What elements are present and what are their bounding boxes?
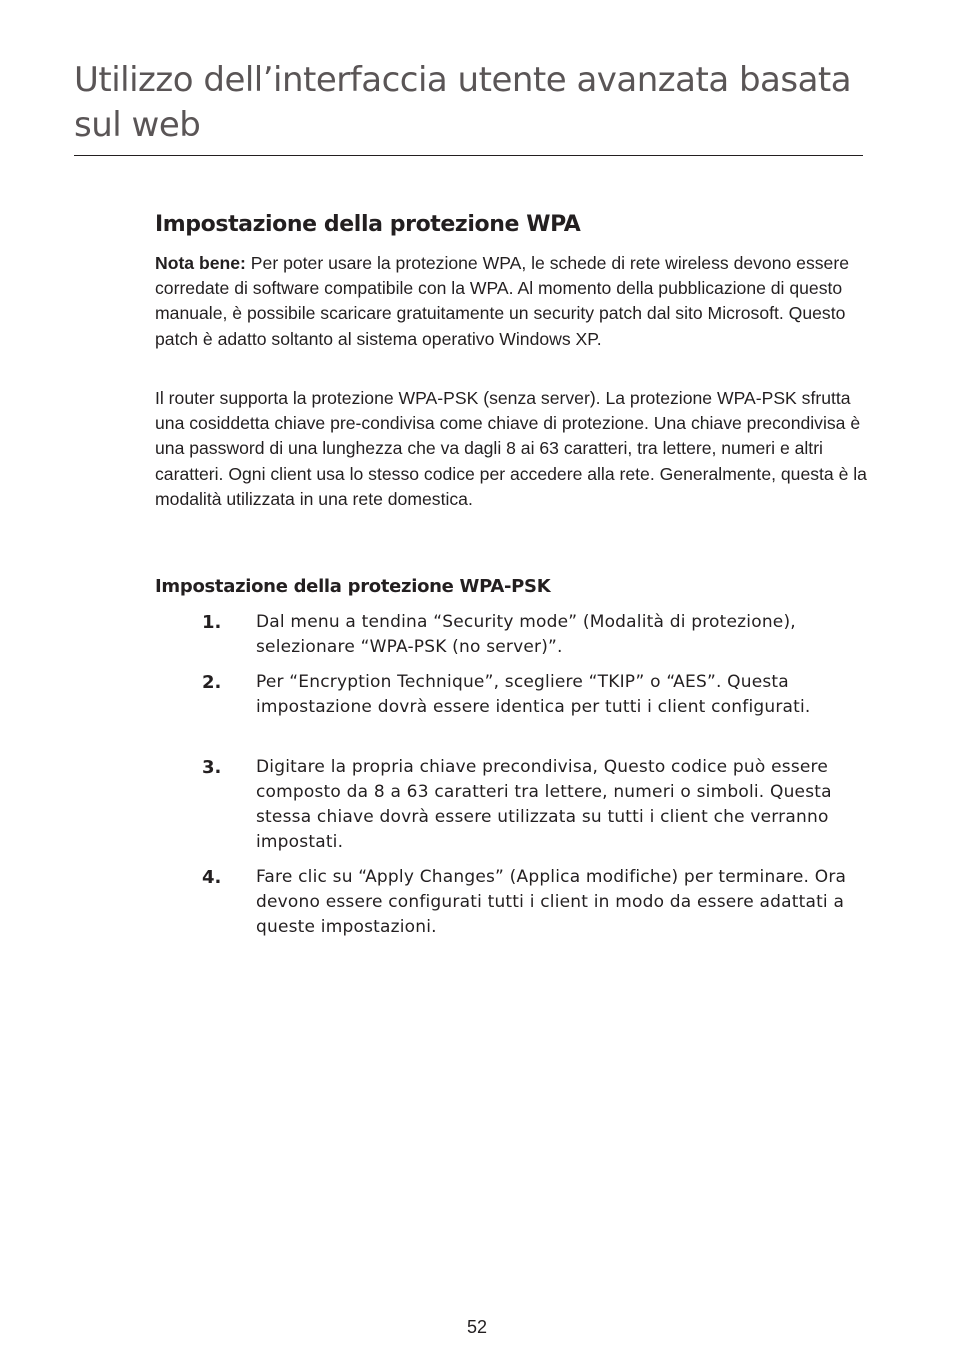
step-number: 2.: [202, 672, 222, 693]
section-heading: Impostazione della protezione WPA: [155, 212, 581, 237]
step-text: Per “Encryption Technique”, scegliere “TKIP” o “AES”. Questa impostazione dovrà essere identica per tutti i client configurati.: [256, 672, 811, 717]
step-text: Dal menu a tendina “Security mode” (Modalità di protezione), selezionare “WPA-PSK (no server)”.: [256, 612, 796, 657]
step-text: Digitare la propria chiave precondivisa, Questo codice può essere composto da 8 a 63 caratteri tra lettere, numeri o simboli. Questa stessa chiave dovrà essere utilizzata su tutti i client che verranno impostati.: [256, 757, 832, 852]
note-paragraph: [155, 251, 867, 352]
step-number: 1.: [202, 612, 222, 633]
step-text: Fare clic su “Apply Changes” (Applica modifiche) per terminare. Ora devono essere configurati tutti i client in modo da essere adattati a queste impostazioni.: [256, 867, 847, 937]
router-paragraph: Il router supporta la protezione WPA-PSK (senza server). La protezione WPA-PSK sfrutta una cosiddetta chiave pre-condivisa come chiave di protezione. Una chiave precondivisa è una password di una lunghezza che va dagli 8 ai 63 caratteri, tra lettere, numeri e altri caratteri. Ogni client usa lo stesso codice per accedere alla rete. Generalmente, questa è la modalità utilizzata in una rete domestica.: [155, 388, 867, 509]
subsection-heading: Impostazione della protezione WPA-PSK: [155, 576, 551, 597]
note-label: Nota bene:: [155, 253, 246, 273]
page-number: 52: [466, 1317, 488, 1337]
note-text: Per poter usare la protezione WPA, le schede di rete wireless devono essere corredate di software compatibile con la WPA. Al momento della pubblicazione di questo manuale, è possibile scaricare gratuitamente un security patch dal sito Microsoft. Questo patch è adatto soltanto al sistema operativo Windows XP.: [155, 253, 849, 349]
step-number: 3.: [202, 757, 222, 778]
step-number: 4.: [202, 867, 222, 888]
page-title: Utilizzo dell’interfaccia utente avanzata basata sul web: [74, 60, 852, 145]
title-divider: [74, 155, 863, 156]
